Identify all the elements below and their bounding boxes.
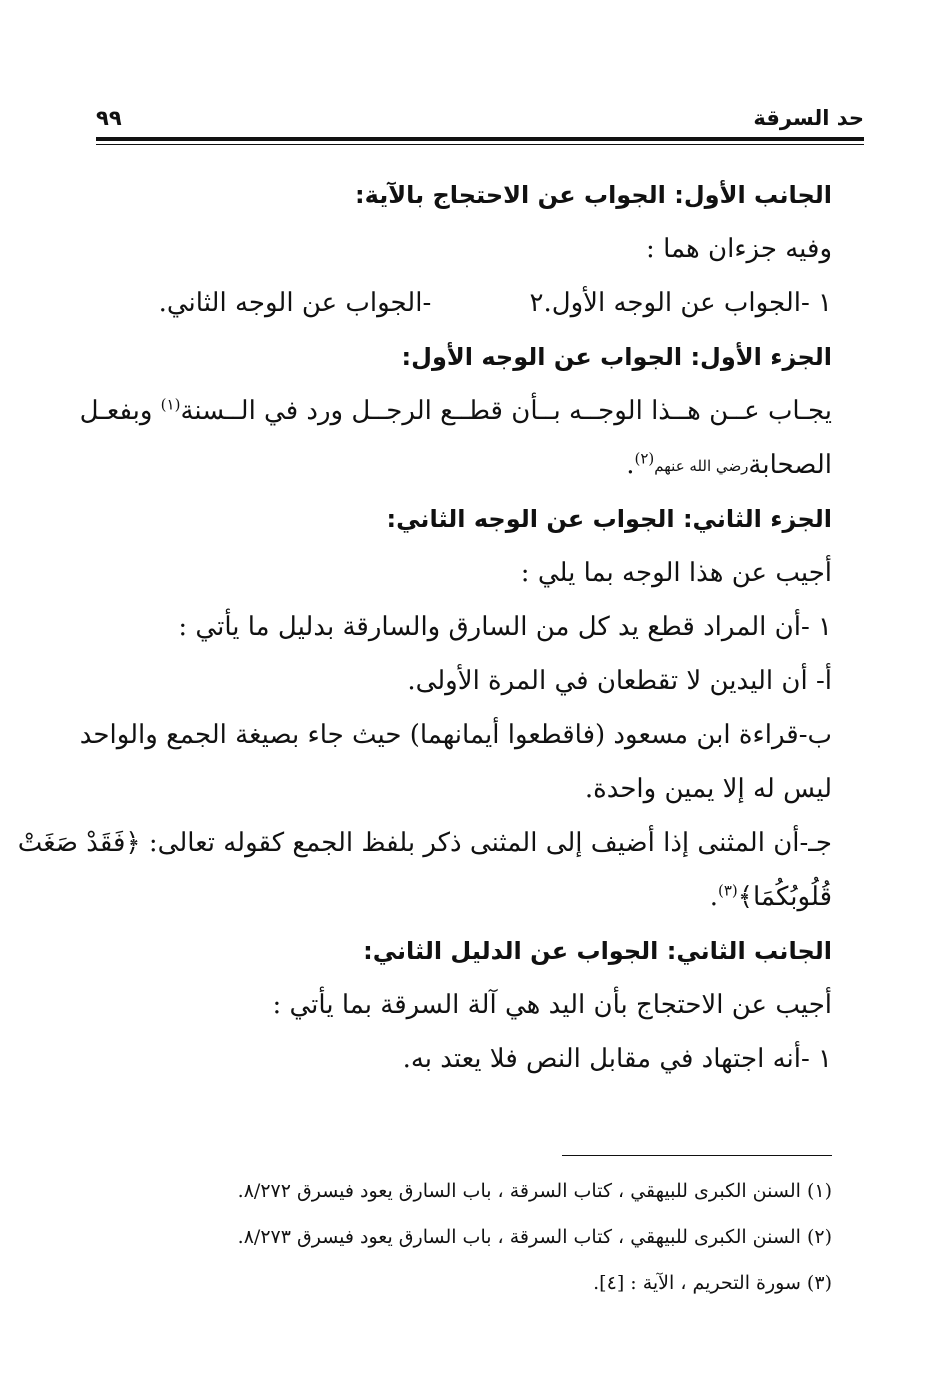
subheading-part-one: الجزء الأول: الجواب عن الوجه الأول: bbox=[401, 343, 832, 371]
point-c-period: . bbox=[709, 882, 718, 912]
answer-one-text: يجـاب عــن هــذا الوجــه بــأن قطــع الرجــل ورد في الــسنة bbox=[180, 396, 832, 426]
item-one: ١ -الجواب عن الوجه الأول. bbox=[543, 288, 832, 318]
paragraph-point-b-line2: ليس له إلا يمين واحدة. bbox=[584, 774, 832, 804]
answer-one-period: . bbox=[626, 450, 635, 480]
blessing-glyph: رضي الله عنهم bbox=[654, 457, 749, 475]
header-rule-thin bbox=[96, 144, 864, 145]
subheading-part-two: الجزء الثاني: الجواب عن الوجه الثاني: bbox=[386, 505, 832, 533]
paragraph-answer-two: أجيب عن هذا الوجه بما يلي : bbox=[520, 558, 832, 588]
paragraph-answer-three-point-one: ١ -أنه اجتهاد في مقابل النص فلا يعتد به. bbox=[402, 1044, 832, 1074]
footnote-separator bbox=[562, 1155, 832, 1156]
section-heading-first-aspect: الجانب الأول: الجواب عن الاحتجاج بالآية: bbox=[355, 181, 832, 209]
section-heading-second-aspect: الجانب الثاني: الجواب عن الدليل الثاني: bbox=[363, 937, 832, 965]
footnote-ref-1: (١) bbox=[160, 395, 181, 414]
numbered-items-row bbox=[96, 276, 832, 330]
footnote-ref-2: (٢) bbox=[634, 449, 655, 468]
paragraph-answer-three: أجيب عن الاحتجاج بأن اليد هي آلة السرقة بما يأتي : bbox=[272, 990, 832, 1020]
footnote-1: (١) السنن الكبرى للبيهقي ، كتاب السرقة ، باب السارق يعود فيسرق ٨/٢٧٢. bbox=[237, 1180, 832, 1202]
paragraph-point-b-line1: ب-قراءة ابن مسعود (فاقطعوا أيمانهما) حيث جاء بصيغة الجمع والواحد bbox=[79, 720, 832, 750]
paragraph-point-c-line2 bbox=[96, 870, 832, 924]
running-title: حد السرقة bbox=[753, 106, 864, 130]
paragraph-intro: وفيه جزءان هما : bbox=[646, 234, 832, 264]
answer-one-text-2: الصحابة bbox=[748, 450, 832, 480]
quran-quote-end: قُلُوبُكُمَا﴾ bbox=[737, 882, 832, 912]
page-number: ٩٩ bbox=[96, 106, 122, 130]
footnotes bbox=[96, 1168, 832, 1306]
running-header bbox=[96, 100, 864, 130]
answer-one-text-end: وبفعـل bbox=[79, 396, 153, 426]
main-text bbox=[17, 168, 832, 1086]
paragraph-answer-one-line2 bbox=[96, 438, 832, 492]
paragraph-point-c-line1: جـ-أن المثنى إذا أضيف إلى المثنى ذكر بلفظ الجمع كقوله تعالى: ﴿فَقَدْ صَغَتْ bbox=[17, 828, 832, 858]
footnote-ref-3: (٣) bbox=[717, 881, 738, 900]
item-two: ٢ -الجواب عن الوجه الثاني. bbox=[158, 288, 544, 318]
paragraph-point-one: ١ -أن المراد قطع يد كل من السارق والسارقة بدليل ما يأتي : bbox=[178, 612, 832, 642]
paragraph-point-a: أ- أن اليدين لا تقطعان في المرة الأولى. bbox=[407, 666, 832, 696]
header-rule-thick bbox=[96, 137, 864, 141]
footnote-2: (٢) السنن الكبرى للبيهقي ، كتاب السرقة ، باب السارق يعود فيسرق ٨/٢٧٣. bbox=[237, 1226, 832, 1248]
footnote-3: (٣) سورة التحريم ، الآية : [٤]. bbox=[593, 1272, 832, 1294]
paragraph-answer-one-line1 bbox=[79, 384, 832, 438]
